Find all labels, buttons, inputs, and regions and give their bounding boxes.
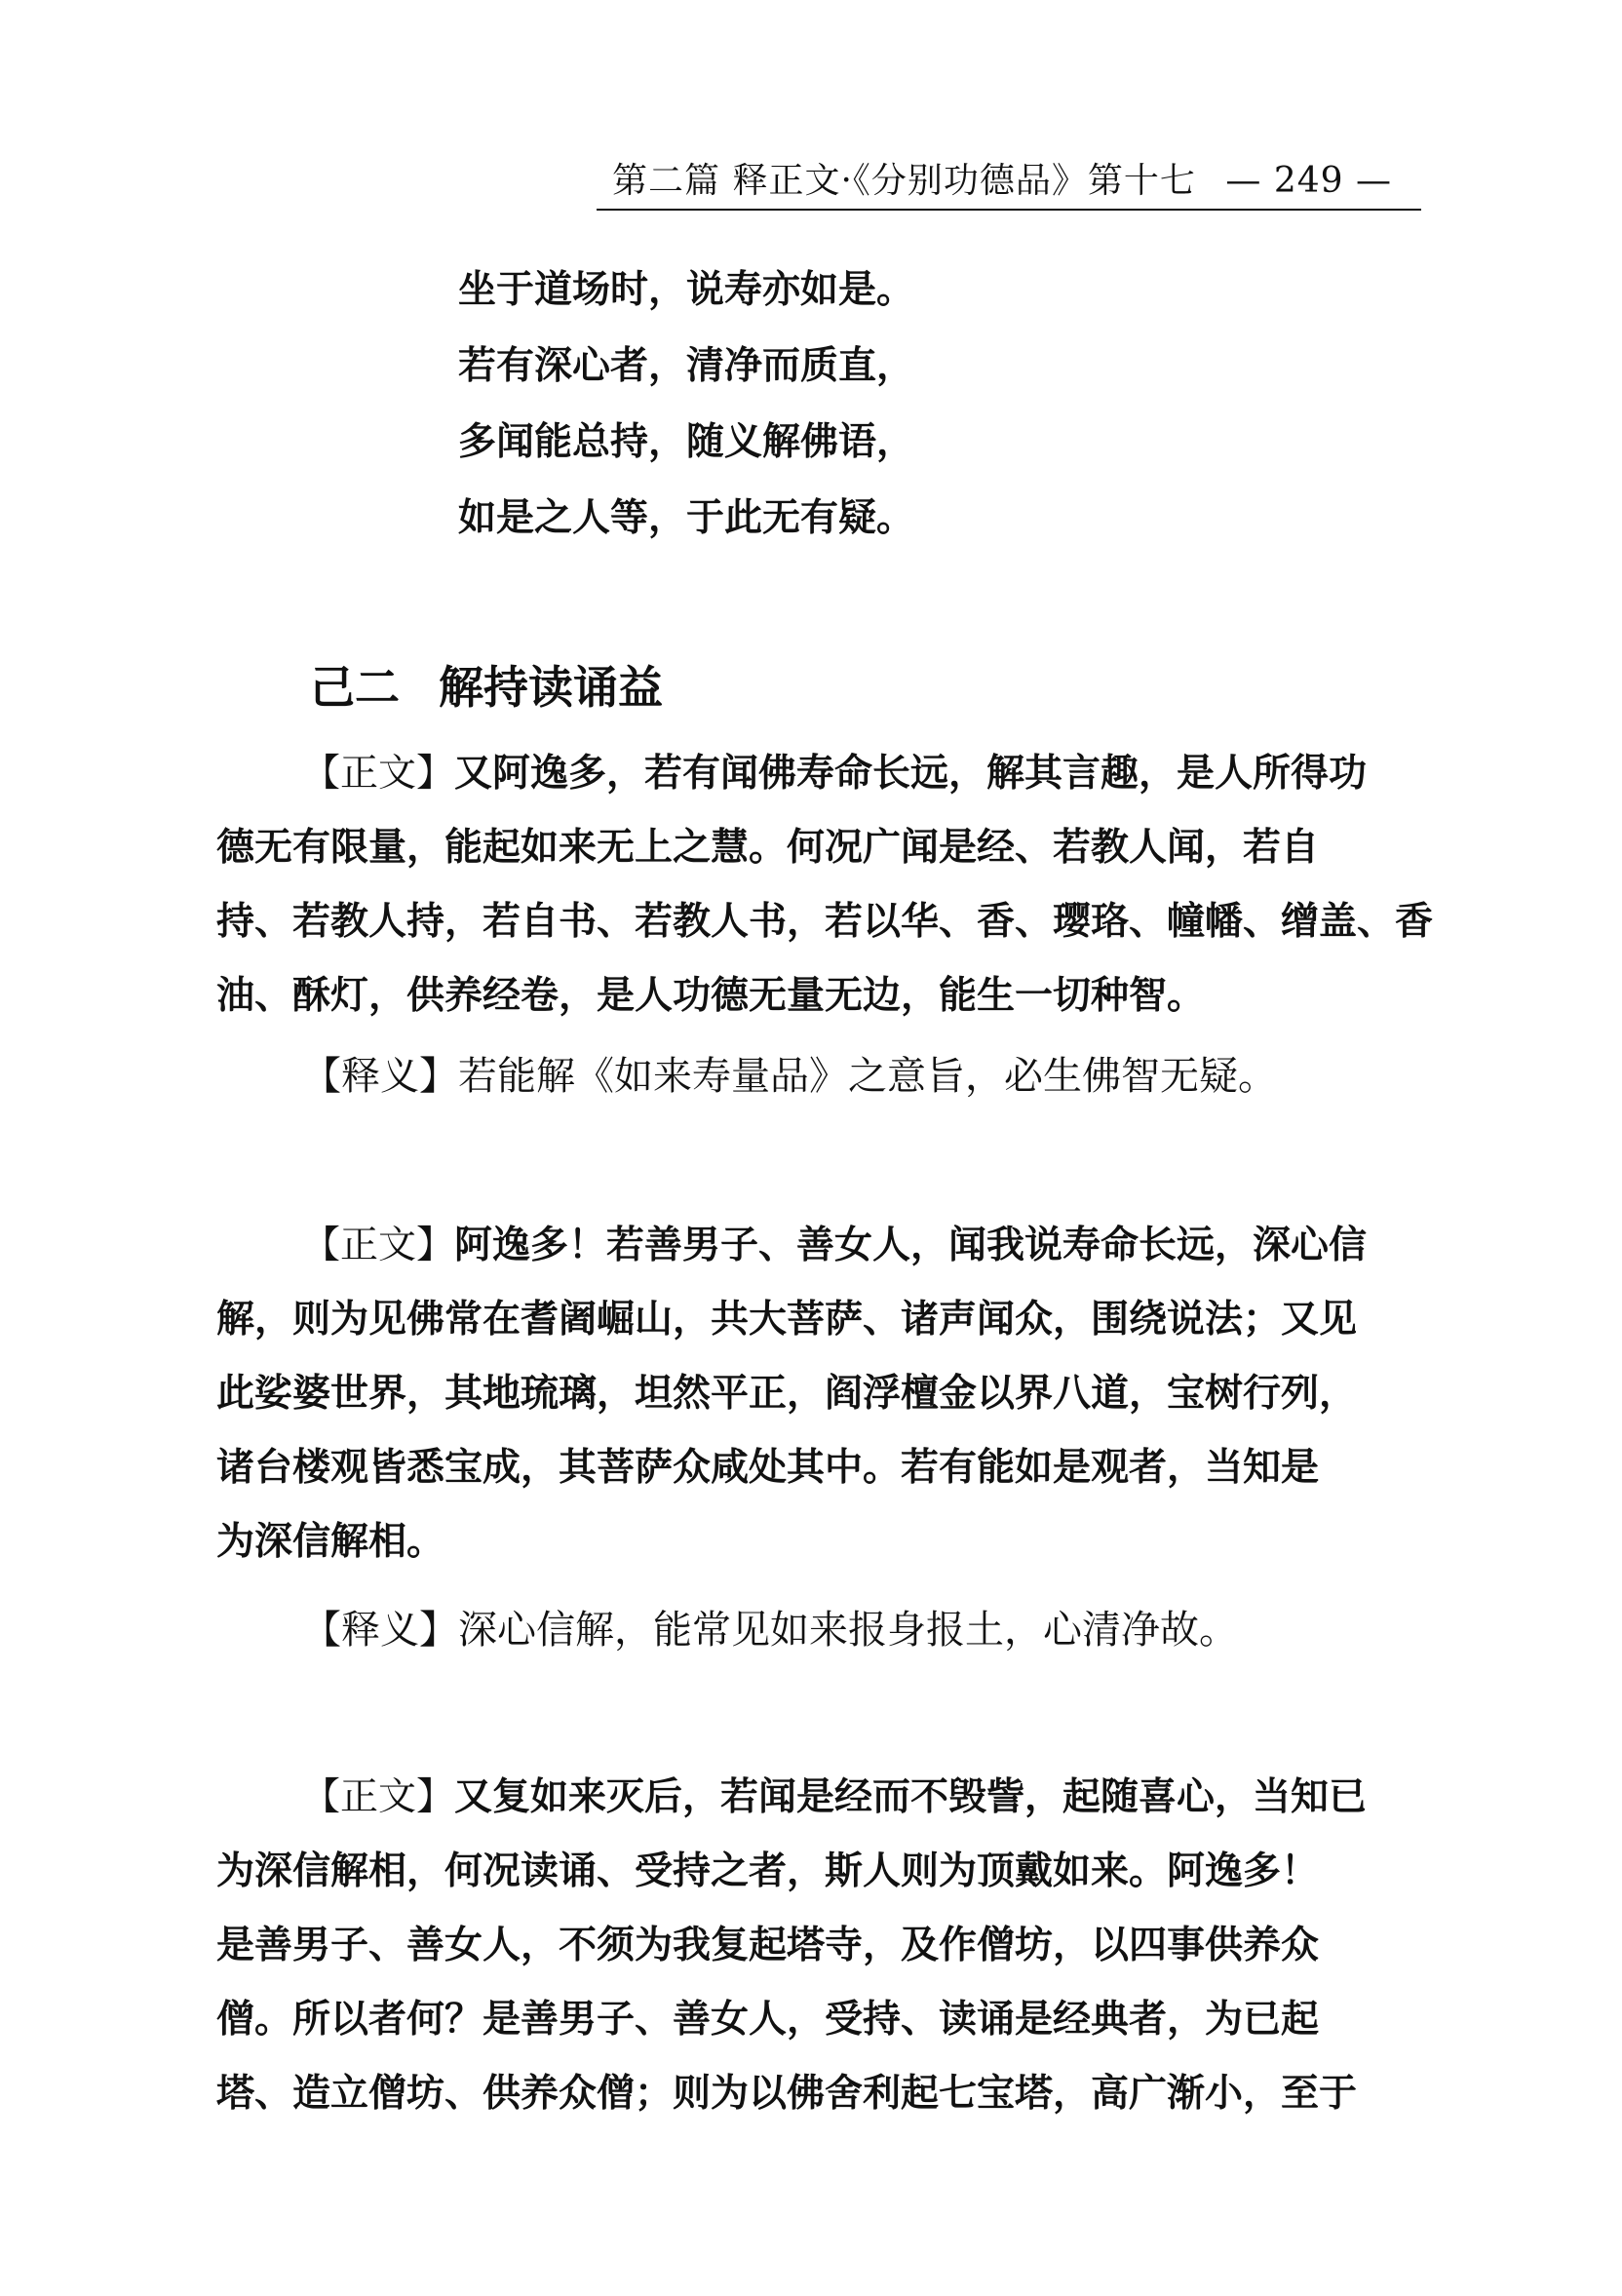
paragraph-line: 持、若教人持，若自书、若教人书，若以华、香、璎珞、幢幡、缯盖、香 bbox=[216, 900, 1434, 944]
line-text: 又阿逸多，若有闻佛寿命长远，解其言趣，是人所得功 bbox=[454, 752, 1368, 796]
paragraph-line: 解，则为见佛常在耆阇崛山，共大菩萨、诸声闻众，围绕说法；又见 bbox=[216, 1298, 1358, 1342]
paragraph-line bbox=[216, 1209, 1425, 1283]
paragraph-line: 油、酥灯，供养经卷，是人功德无量无边，能生一切种智。 bbox=[216, 974, 1206, 1018]
paragraph-line: 塔、造立僧坊、供养众僧；则为以佛舍利起七宝塔，高广渐小，至于 bbox=[216, 2072, 1358, 2116]
zhengwen-tag: 【正文】 bbox=[302, 1775, 455, 1819]
zhengwen-tag: 【正文】 bbox=[302, 1224, 455, 1267]
shiyi-tag: 【释义】 bbox=[302, 1054, 458, 1099]
paragraph-line: 是善男子、善女人，不须为我复起塔寺，及作僧坊，以四事供养众 bbox=[216, 1924, 1320, 1967]
commentary-text: 深心信解，能常见如来报身报土，心清净故。 bbox=[458, 1608, 1238, 1653]
paragraph-line: 僧。所以者何？是善男子、善女人，受持、读诵是经典者，为已起 bbox=[216, 1998, 1320, 2042]
scripture-paragraph bbox=[216, 1209, 1425, 1579]
section-heading bbox=[310, 655, 663, 720]
header-rule bbox=[597, 209, 1421, 211]
verse-line: 若有深心者，清净而质直， bbox=[458, 344, 915, 388]
commentary-line bbox=[302, 1039, 1277, 1113]
running-head bbox=[612, 154, 1411, 209]
verse-line: 多闻能总持，随义解佛语， bbox=[458, 420, 915, 464]
paragraph-line: 此娑婆世界，其地琉璃，坦然平正，阎浮檀金以界八道，宝树行列， bbox=[216, 1372, 1358, 1416]
section-number: 己二 bbox=[310, 661, 400, 714]
paragraph-line: 诸台楼观皆悉宝成，其菩萨众咸处其中。若有能如是观者，当知是 bbox=[216, 1446, 1320, 1490]
line-text: 又复如来灭后，若闻是经而不毁訾，起随喜心，当知已 bbox=[454, 1775, 1368, 1819]
paragraph-line bbox=[216, 1761, 1425, 1835]
scripture-paragraph bbox=[216, 737, 1434, 1033]
line-text: 阿逸多！若善男子、善女人，闻我说寿命长远，深心信 bbox=[454, 1224, 1368, 1267]
verse-line: 如是之人等，于此无有疑。 bbox=[458, 496, 915, 540]
scripture-paragraph bbox=[216, 1761, 1425, 2131]
section-title: 解持读诵益 bbox=[439, 661, 663, 714]
paragraph-line: 为深信解相，何况读诵、受持之者，斯人则为顶戴如来。阿逸多！ bbox=[216, 1849, 1320, 1893]
paragraph-line: 德无有限量，能起如来无上之慧。何况广闻是经、若教人闻，若自 bbox=[216, 826, 1320, 870]
paragraph-line: 为深信解相。 bbox=[216, 1520, 445, 1564]
verse-line: 坐于道场时，说寿亦如是。 bbox=[458, 268, 915, 312]
shiyi-tag: 【释义】 bbox=[302, 1608, 458, 1653]
commentary-text: 若能解《如来寿量品》之意旨，必生佛智无疑。 bbox=[458, 1054, 1277, 1099]
paragraph-line bbox=[216, 737, 1425, 811]
commentary-line bbox=[302, 1593, 1238, 1667]
page-number: — 249 — bbox=[1225, 161, 1392, 201]
zhengwen-tag: 【正文】 bbox=[302, 752, 455, 796]
running-head-title: 第二篇 释正文·《分别功德品》第十七 bbox=[612, 161, 1196, 201]
